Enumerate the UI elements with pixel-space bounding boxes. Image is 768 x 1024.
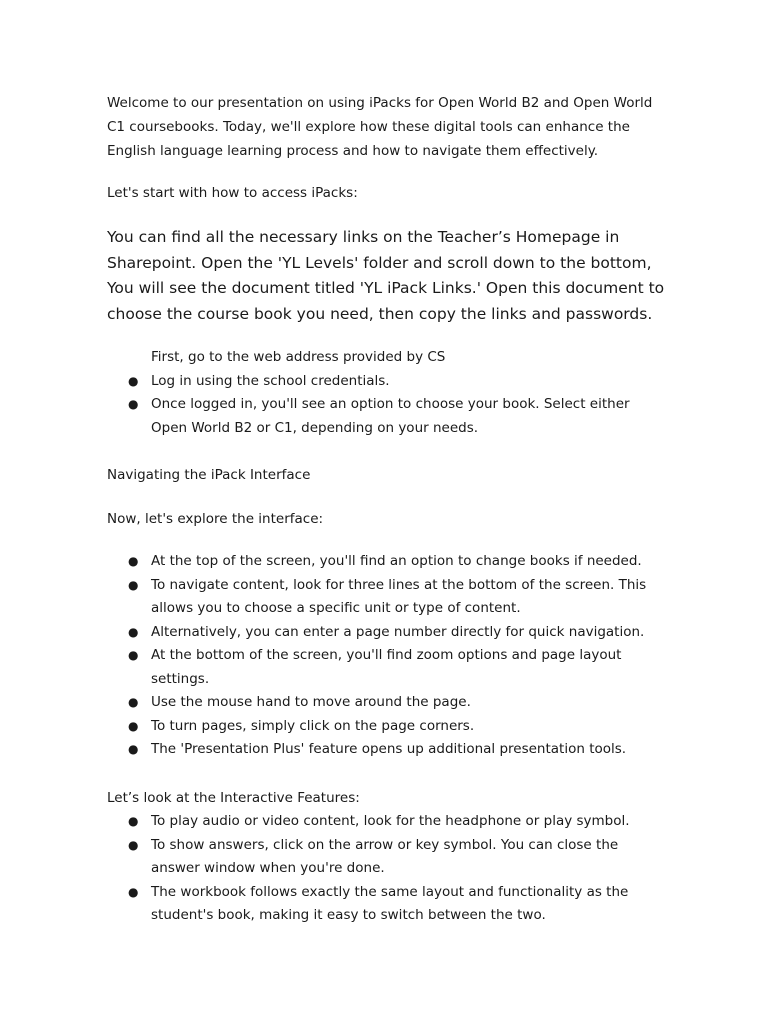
list-item: ● Alternatively, you can enter a page number directly for quick navigation. — [107, 621, 667, 645]
list-item: ● Log in using the school credentials. — [107, 370, 667, 394]
nav-intro: Now, let's explore the interface: — [107, 511, 324, 527]
list-item: ● The workbook follows exactly the same layout and functionality as the student's book, making it easy to switch between the two. — [107, 881, 667, 928]
list-item: ● At the bottom of the screen, you'll find zoom options and page layout settings. — [107, 644, 667, 691]
list-item: ● To show answers, click on the arrow or key symbol. You can close the answer window when you're done. — [107, 834, 667, 881]
intro-paragraph: Welcome to our presentation on using iPacks for Open World B2 and Open World C1 coursebooks. Today, we'll explore how these digital tools can enhance the English language learning process and how to navigate them effectively. — [107, 95, 653, 159]
nav-items-list — [107, 550, 667, 762]
nav-heading: Navigating the iPack Interface — [107, 467, 311, 483]
access-heading: Let's start with how to access iPacks: — [107, 185, 358, 201]
list-item: ● To navigate content, look for three lines at the bottom of the screen. This allows you to choose a specific unit or type of content. — [107, 574, 667, 621]
list-item: ● At the top of the screen, you'll find an option to change books if needed. — [107, 550, 667, 574]
list-item: ● Once logged in, you'll see an option to choose your book. Select either Open World B2 or C1, depending on your needs. — [107, 393, 667, 440]
access-steps-list — [107, 346, 667, 440]
list-item: ● To turn pages, simply click on the page corners. — [107, 715, 667, 739]
access-paragraph: You can find all the necessary links on the Teacher’s Homepage in Sharepoint. Open the 'YL Levels' folder and scroll down to the bottom, You will see the document titled 'YL iPack Links.' Open this document to choose the course book you need, then copy the links and passwords. — [107, 228, 665, 323]
interactive-items-list — [107, 810, 667, 928]
list-item: ● The 'Presentation Plus' feature opens up additional presentation tools. — [107, 738, 667, 762]
list-item: ● To play audio or video content, look for the headphone or play symbol. — [107, 810, 667, 834]
list-item: ● Use the mouse hand to move around the page. — [107, 691, 667, 715]
list-item: First, go to the web address provided by CS — [151, 349, 446, 365]
interactive-heading: Let’s look at the Interactive Features: — [107, 790, 360, 806]
